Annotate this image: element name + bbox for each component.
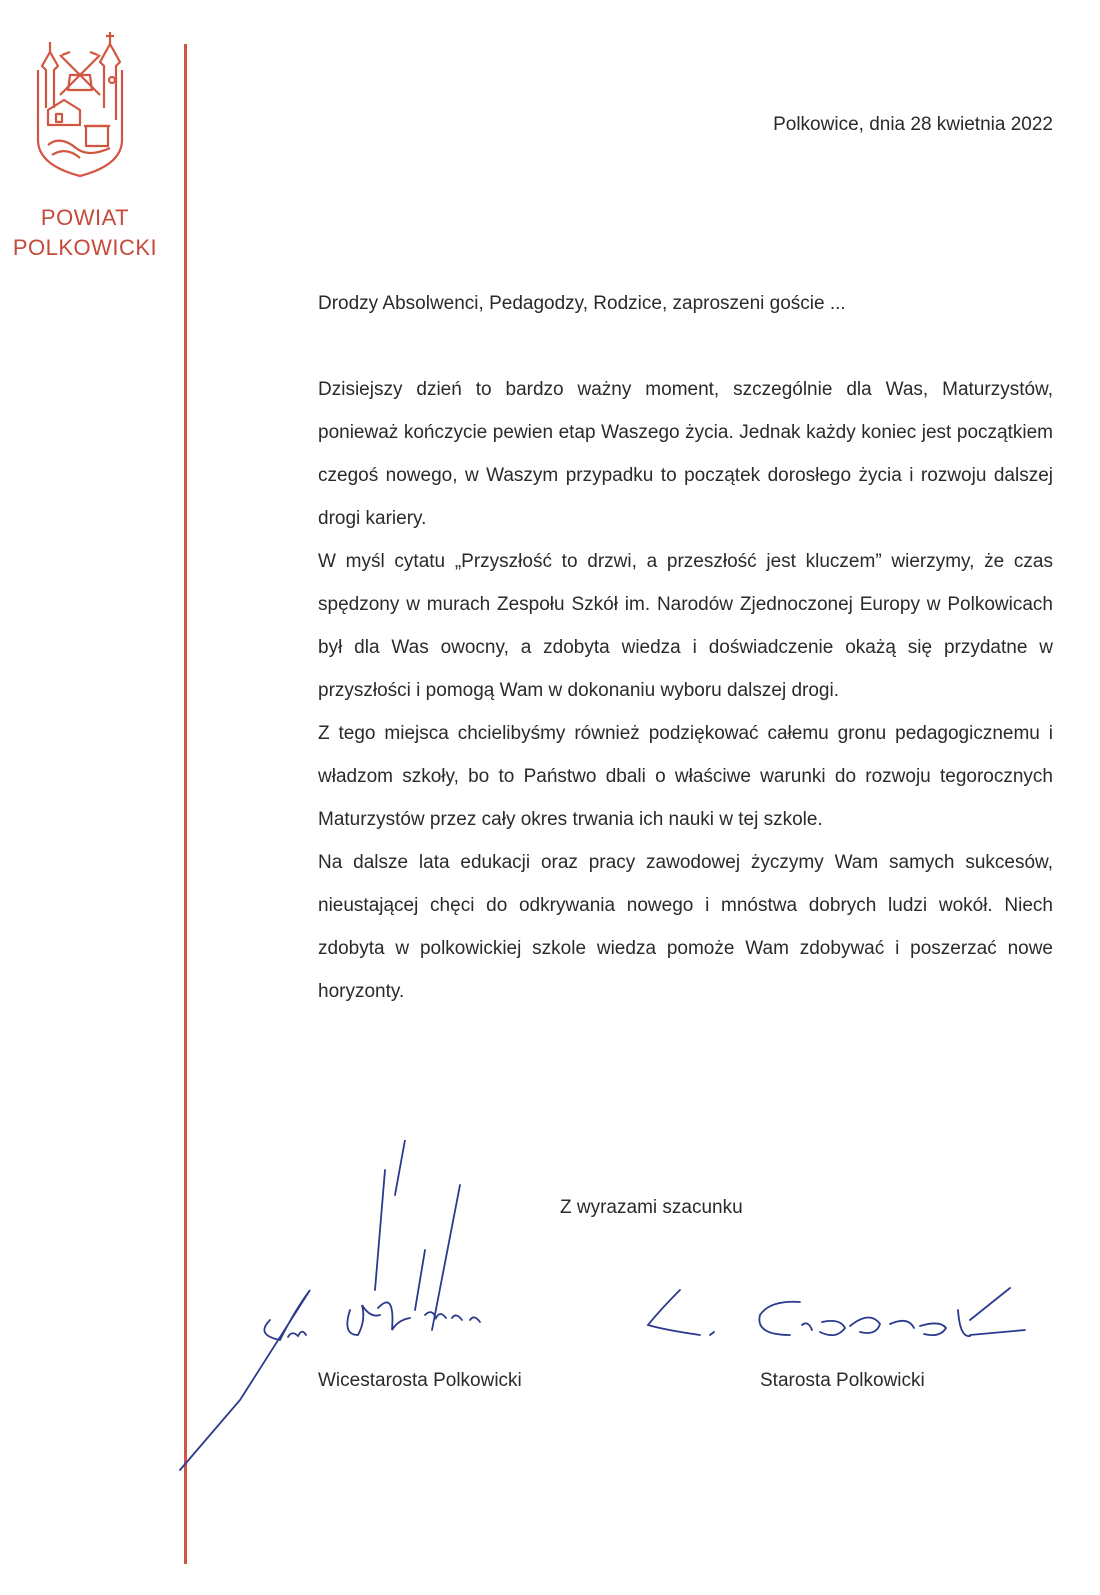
organization-name-line2: POLKOWICKI — [12, 235, 158, 260]
place-date: Polkowice, dnia 28 kwietnia 2022 — [773, 114, 1053, 135]
paragraph: Z tego miejsca chcielibyśmy również podziękować całemu gronu pedagogicznemu i władzom szkoły, bo to Państwo dbali o właściwe warunki do rozwoju tegorocznych Maturzystów przez cały okres trwania ich nauki w tej szkole. — [318, 723, 1053, 830]
left-signatory-title: Wicestarosta Polkowicki — [318, 1370, 522, 1391]
left-signature-icon — [170, 1140, 510, 1480]
organization-name — [0, 203, 170, 263]
paragraph: Dzisiejszy dzień to bardzo ważny moment, szczególnie dla Was, Maturzystów, ponieważ kończycie pewien etap Waszego życia. Jednak każdy koniec jest początkiem czegoś nowego, w Waszym przypadku to początek dorosłego życia i rozwoju dalszej drogi kariery. — [318, 379, 1053, 529]
salutation: Drodzy Absolwenci, Pedagodzy, Rodzice, zaproszeni goście ... — [318, 293, 846, 314]
right-signature-icon — [640, 1280, 1030, 1370]
letter-body — [318, 368, 1053, 1013]
polkowice-coat-of-arms-icon — [30, 30, 130, 180]
paragraph: W myśl cytatu „Przyszłość to drzwi, a przeszłość jest kluczem” wierzymy, że czas spędzony w murach Zespołu Szkół im. Narodów Zjednoczonej Europy w Polkowicach był dla Was owocny, a zdobyta wiedza i doświadczenie okażą się przydatne w przyszłości i pomogą Wam w dokonaniu wyboru dalszej drogi. — [318, 551, 1053, 701]
organization-name-line1: POWIAT — [40, 205, 130, 230]
closing: Z wyrazami szacunku — [560, 1197, 743, 1218]
right-signatory-title: Starosta Polkowicki — [760, 1370, 925, 1391]
paragraph: Na dalsze lata edukacji oraz pracy zawodowej życzymy Wam samych sukcesów, nieustającej chęci do odkrywania nowego i mnóstwa dobrych ludzi wokół. Niech zdobyta w polkowickiej szkole wiedza pomoże Wam zdobywać i poszerzać nowe horyzonty. — [318, 852, 1053, 1002]
